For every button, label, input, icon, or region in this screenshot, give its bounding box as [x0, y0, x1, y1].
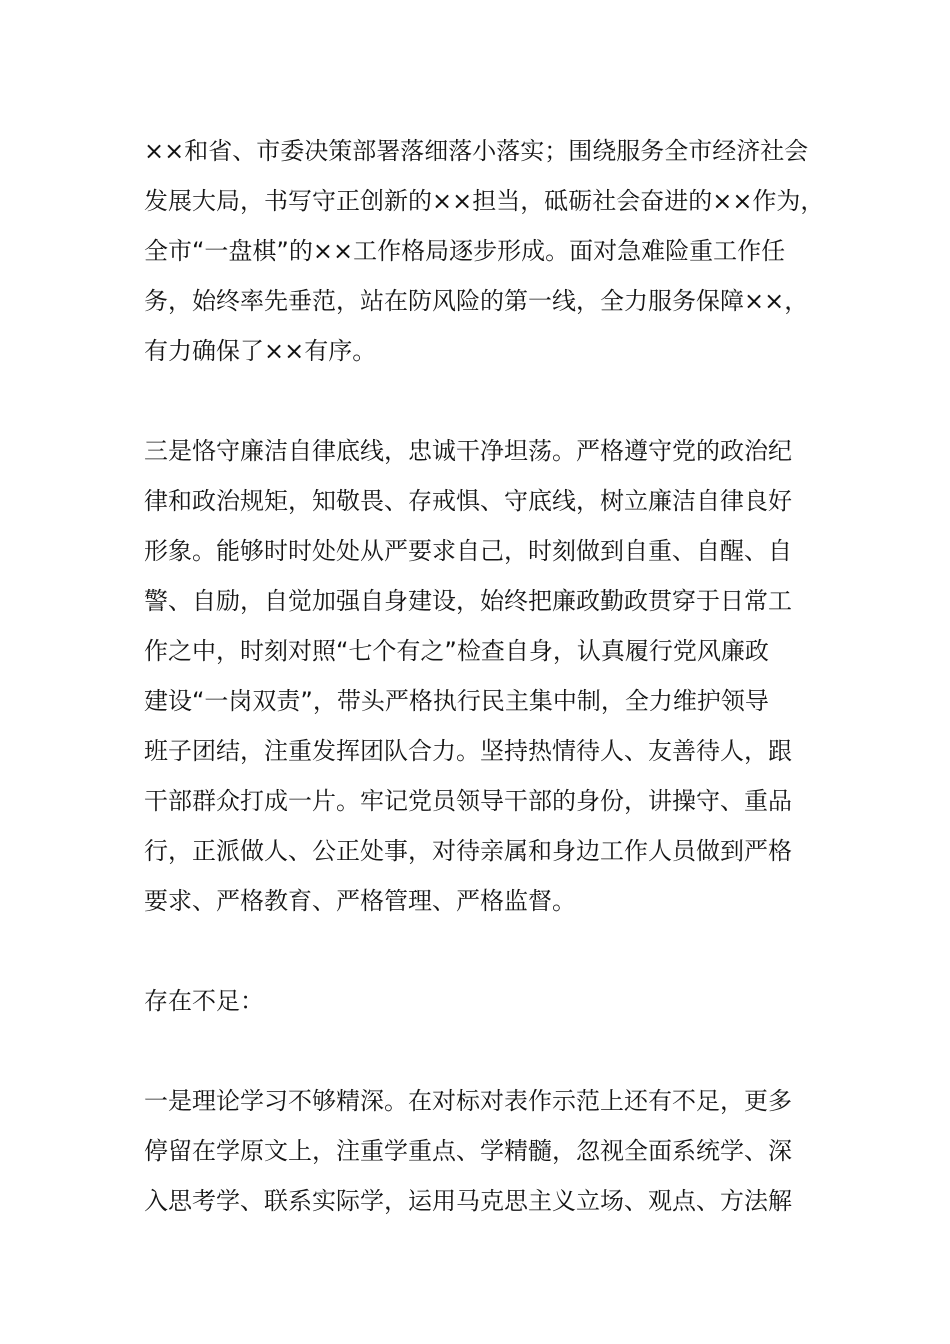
- text-line: 行，正派做人、公正处事，对待亲属和身边工作人员做到严格: [144, 837, 792, 865]
- text-line: 律和政治规矩，知敬畏、存戒惧、守底线，树立廉洁自律良好: [144, 487, 792, 515]
- paragraph-spacer: [144, 376, 812, 426]
- paragraph-theory-study: [144, 1076, 812, 1226]
- text-line: 要求、严格教育、严格管理、严格监督。: [144, 887, 576, 915]
- text-line: 班子团结，注重发挥团队合力。坚持热情待人、友善待人，跟: [144, 737, 792, 765]
- text-line: 三是恪守廉洁自律底线，忠诚干净坦荡。严格遵守党的政治纪: [144, 437, 792, 465]
- section-heading-shortcomings: [144, 976, 812, 1026]
- paragraph-achievements-continued: [144, 126, 825, 376]
- document-body: [144, 126, 825, 1226]
- text-line: 全市“一盘棋”的××工作格局逐步形成。面对急难险重工作任: [144, 237, 786, 265]
- text-line: 停留在学原文上，注重学重点、学精髓，忽视全面系统学、深: [144, 1137, 792, 1165]
- paragraph-spacer: [144, 926, 812, 976]
- text-line: 有力确保了××有序。: [144, 337, 377, 365]
- text-line: 一是理论学习不够精深。在对标对表作示范上还有不足，更多: [144, 1087, 792, 1115]
- text-line: ××和省、市委决策部署落细落小落实；围绕服务全市经济社会: [144, 137, 809, 165]
- text-line: 干部群众打成一片。牢记党员领导干部的身份，讲操守、重品: [144, 787, 792, 815]
- heading-text: 存在不足：: [144, 987, 264, 1015]
- text-line: 作之中，时刻对照“七个有之”检查自身，认真履行党风廉政: [144, 637, 769, 665]
- paragraph-integrity: [144, 426, 812, 926]
- text-line: 发展大局，书写守正创新的××担当，砥砺社会奋进的××作为，: [144, 187, 825, 215]
- text-line: 入思考学、联系实际学，运用马克思主义立场、观点、方法解: [144, 1187, 792, 1215]
- text-line: 务，始终率先垂范，站在防风险的第一线，全力服务保障××，: [144, 287, 809, 315]
- paragraph-spacer: [144, 1026, 812, 1076]
- text-line: 警、自励，自觉加强自身建设，始终把廉政勤政贯穿于日常工: [144, 587, 792, 615]
- text-line: 形象。能够时时处处从严要求自己，时刻做到自重、自醒、自: [144, 537, 792, 565]
- text-line: 建设“一岗双责”，带头严格执行民主集中制，全力维护领导: [144, 687, 769, 715]
